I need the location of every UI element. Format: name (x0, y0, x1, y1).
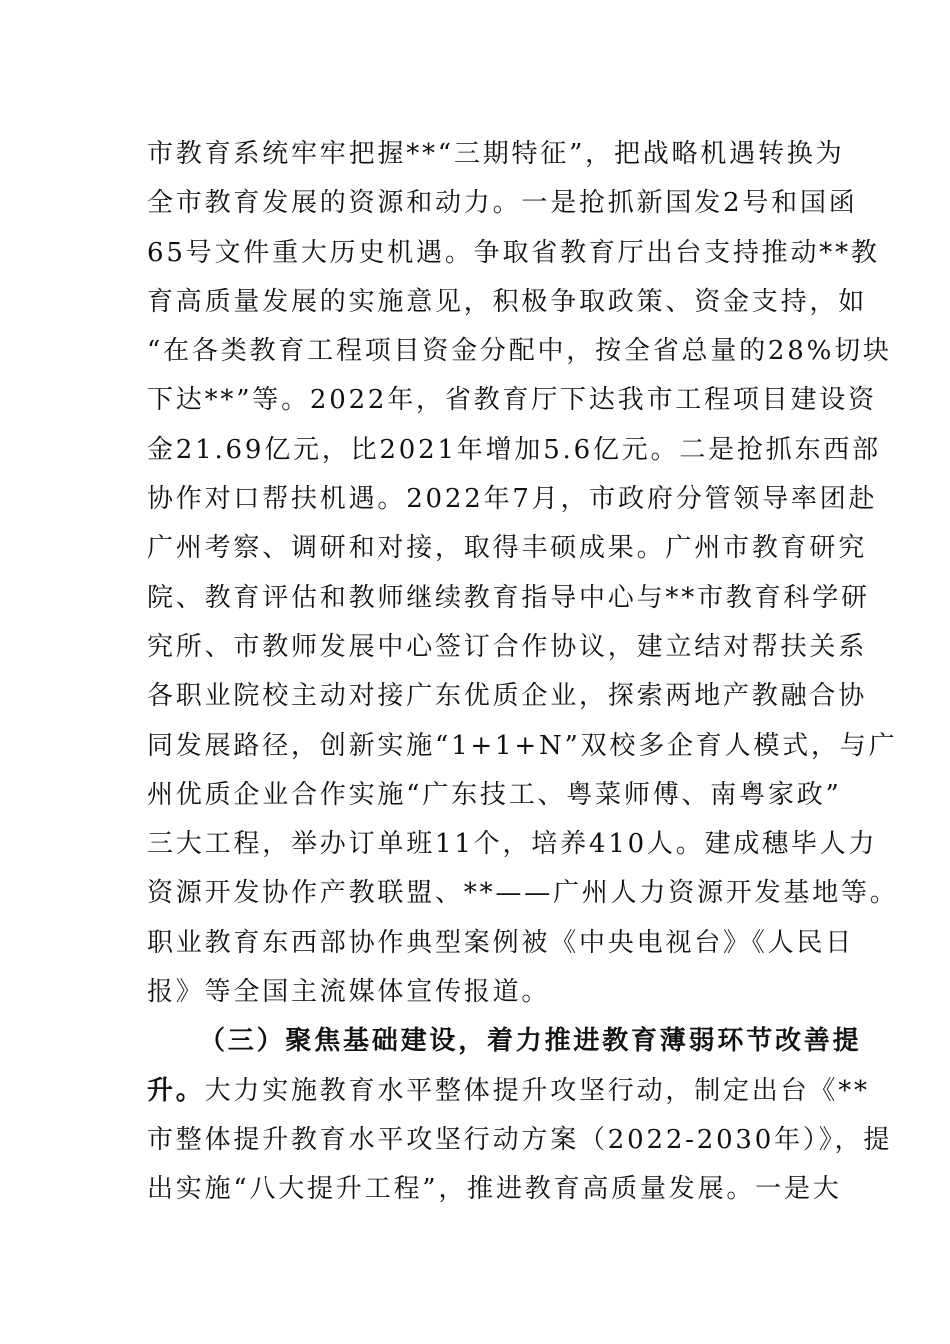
text-line: 同发展路径，创新实施“1+1+N”双校多企育人模式，与广 (147, 730, 898, 761)
text-line: 金21.69亿元，比2021年增加5.6亿元。二是抢抓东西部 (147, 434, 881, 465)
text-line: 广州考察、调研和对接，取得丰硕成果。广州市教育研究 (147, 533, 868, 564)
text-line: 三大工程，举办订单班11个，培养410人。建成穗毕人力 (147, 829, 878, 860)
text-line: 协作对口帮扶机遇。2022年7月，市政府分管领导率团赴 (147, 484, 878, 515)
text-line (147, 1067, 870, 1116)
body-text (147, 130, 899, 1215)
text-line: 育高质量发展的实施意见，积极争取政策、资金支持，如 (147, 286, 868, 317)
text-line: 职业教育东西部协作典型案例被《中央电视台》《人民日 (147, 927, 855, 958)
text-line: 市教育系统牢牢把握**“三期特征”，把战略机遇转换为 (147, 139, 845, 169)
text-line: 州优质企业合作实施“广东技工、粤菜师傅、南粤家政” (147, 779, 842, 810)
text-line: 65号文件重大历史机遇。争取省教育厅出台支持推动**教 (147, 237, 880, 268)
text-line: 全市教育发展的资源和动力。一是抢抓新国发2号和国函 (147, 188, 858, 219)
text-line: 下达**”等。2022年，省教育厅下达我市工程项目建设资 (147, 385, 877, 416)
text-line: 院、教育评估和教师继续教育指导中心与**市教育科学研 (147, 582, 870, 613)
text-line: 市整体提升教育水平攻坚行动方案（2022-2030年）》，提 (147, 1124, 893, 1155)
text-line: “在各类教育工程项目资金分配中，按全省总量的28%切块 (147, 336, 892, 367)
text-line: 出实施“八大提升工程”，推进教育高质量发展。一是大 (147, 1174, 842, 1205)
text-line: 资源开发协作产教联盟、**——广州人力资源开发基地等。 (147, 878, 899, 909)
text-line: 究所、市教师发展中心签订合作协议，建立结对帮扶关系 (147, 631, 868, 662)
section-heading: （三）聚焦基础建设，着力推进教育薄弱环节改善提 (199, 1026, 862, 1057)
paragraph-start: 大力实施教育水平整体提升攻坚行动，制定出台《** (204, 1075, 870, 1106)
text-line: 各职业院校主动对接广东优质企业，探索两地产教融合协 (147, 681, 868, 712)
text-line: 报》等全国主流媒体宣传报道。 (147, 977, 551, 1008)
section-heading-end: 升。 (147, 1075, 205, 1106)
